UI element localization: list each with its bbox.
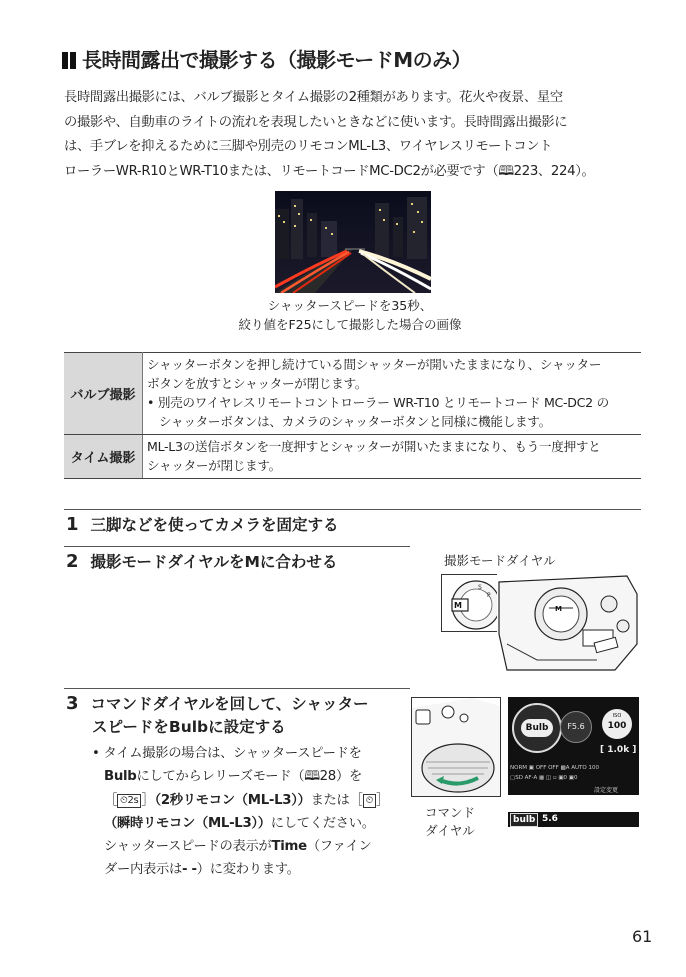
svg-text:P: P [487,592,491,599]
title-marker-icon [70,52,76,69]
table-row [64,435,641,479]
intro-line: は、手ブレを抑えるために三脚や別売のリモコンML-L3、ワイヤレスリモートコント [64,139,553,154]
step-divider [64,688,410,689]
time-mode-description: ML-L3の送信ボタンを一度押すとシャッターが開いたままになり、もう一度押すと シャッターが閉じます。 [143,435,642,479]
time-mode-label: タイム撮影 [64,435,143,479]
settings-row: ▢SD AF-A ▦ ◫ ▫ ▣0 ▣0 [510,775,578,781]
step-divider [64,509,641,510]
photo-caption-line: シャッタースピードを35秒、 [267,298,433,313]
info-display-screen [508,697,639,795]
camera-top-illustration [497,574,639,672]
settings-row: NORM ▣ OFF OFF ▩A AUTO 100 [510,765,599,771]
step-2 [66,550,337,572]
shutter-speed-dial [512,703,562,753]
bulb-mode-label: バルブ撮影 [64,353,143,435]
iso-dial: ISO 100 [602,709,632,739]
remote-quick-icon: ⏲ [363,794,377,808]
photo-caption-line: 絞り値をF25にして撮影した場合の画像 [238,317,462,332]
remote-delay-icon: ⏲2s [117,794,141,808]
step-text: 三脚などを使ってカメラを固定する [90,516,339,534]
intro-line: 長時間露出撮影には、バルブ撮影とタイム撮影の2種類があります。花火や夜景、星空 [64,90,563,105]
step-text: コマンドダイヤルを回して、シャッター [90,695,369,713]
shutter-speed-value: Bulb [521,719,553,737]
step-3-line2: スピードをBulbに設定する [92,718,286,736]
step-divider [64,546,410,547]
svg-text:M: M [454,601,462,610]
step-text: 撮影モードダイヤルをMに合わせる [90,553,338,571]
viewfinder-aperture: 5.6 [542,814,558,824]
title-marker-icon [62,52,68,69]
intro-paragraph [64,86,648,184]
svg-text:S: S [478,584,482,591]
step-number: 2 [66,551,79,572]
page-title-text: 長時間露出で撮影する（撮影モードMのみ） [82,48,472,72]
mode-dial-label: 撮影モードダイヤル [444,553,556,568]
step-number: 1 [66,514,79,535]
night-traffic-photo [275,191,431,293]
bulb-mode-description: シャッターボタンを押し続けている間シャッターが開いたままになり、シャッター ボタンを放すとシャッターが閉じます。 • 別売のワイヤレスリモートコントローラー WR-T10 とリモートコード MC-DC2 の シャッターボタンは、カメラのシャッターボタンと同様に機能します。 [143,353,642,435]
step-number: 3 [66,693,79,714]
svg-text:M: M [555,605,562,613]
step-3 [66,692,368,714]
viewfinder-display [508,812,639,827]
exposure-modes-table [64,352,641,479]
mode-dial-closeup [441,574,499,632]
command-dial-label: コマンド ダイヤル [424,805,475,838]
step-1 [66,513,339,535]
page-title [62,44,471,73]
settings-change-label: 設定変更 [594,787,619,794]
aperture-value: F5.6 [560,711,592,743]
viewfinder-shutter-speed: bulb [510,813,538,827]
intro-line: ローラーWR-R10とWR-T10または、リモートコードMC-DC2が必要です（🕮223、224）。 [64,163,595,179]
intro-line: の撮影や、自動車のライトの流れを表現したいときなどに使います。長時間露出撮影に [64,114,568,130]
frames-remaining: [ 1.0k ] [600,745,637,755]
command-dial-illustration [411,697,501,797]
page-number: 61 [632,927,653,946]
table-row [64,353,641,435]
photo-caption [200,296,500,334]
step-3-bullet: • タイム撮影の場合は、シャッタースピードを Bulbにしてからレリーズモード（🕮28）を ［ ⏲2s ］（2秒リモコン（ML-L3））または［ ⏲ ］ （瞬時リモコン（ML-L3））にしてください。 シャッタースピードの表示がTime（ファイン ダー内表示は- -）に変わります。 [92,746,390,878]
